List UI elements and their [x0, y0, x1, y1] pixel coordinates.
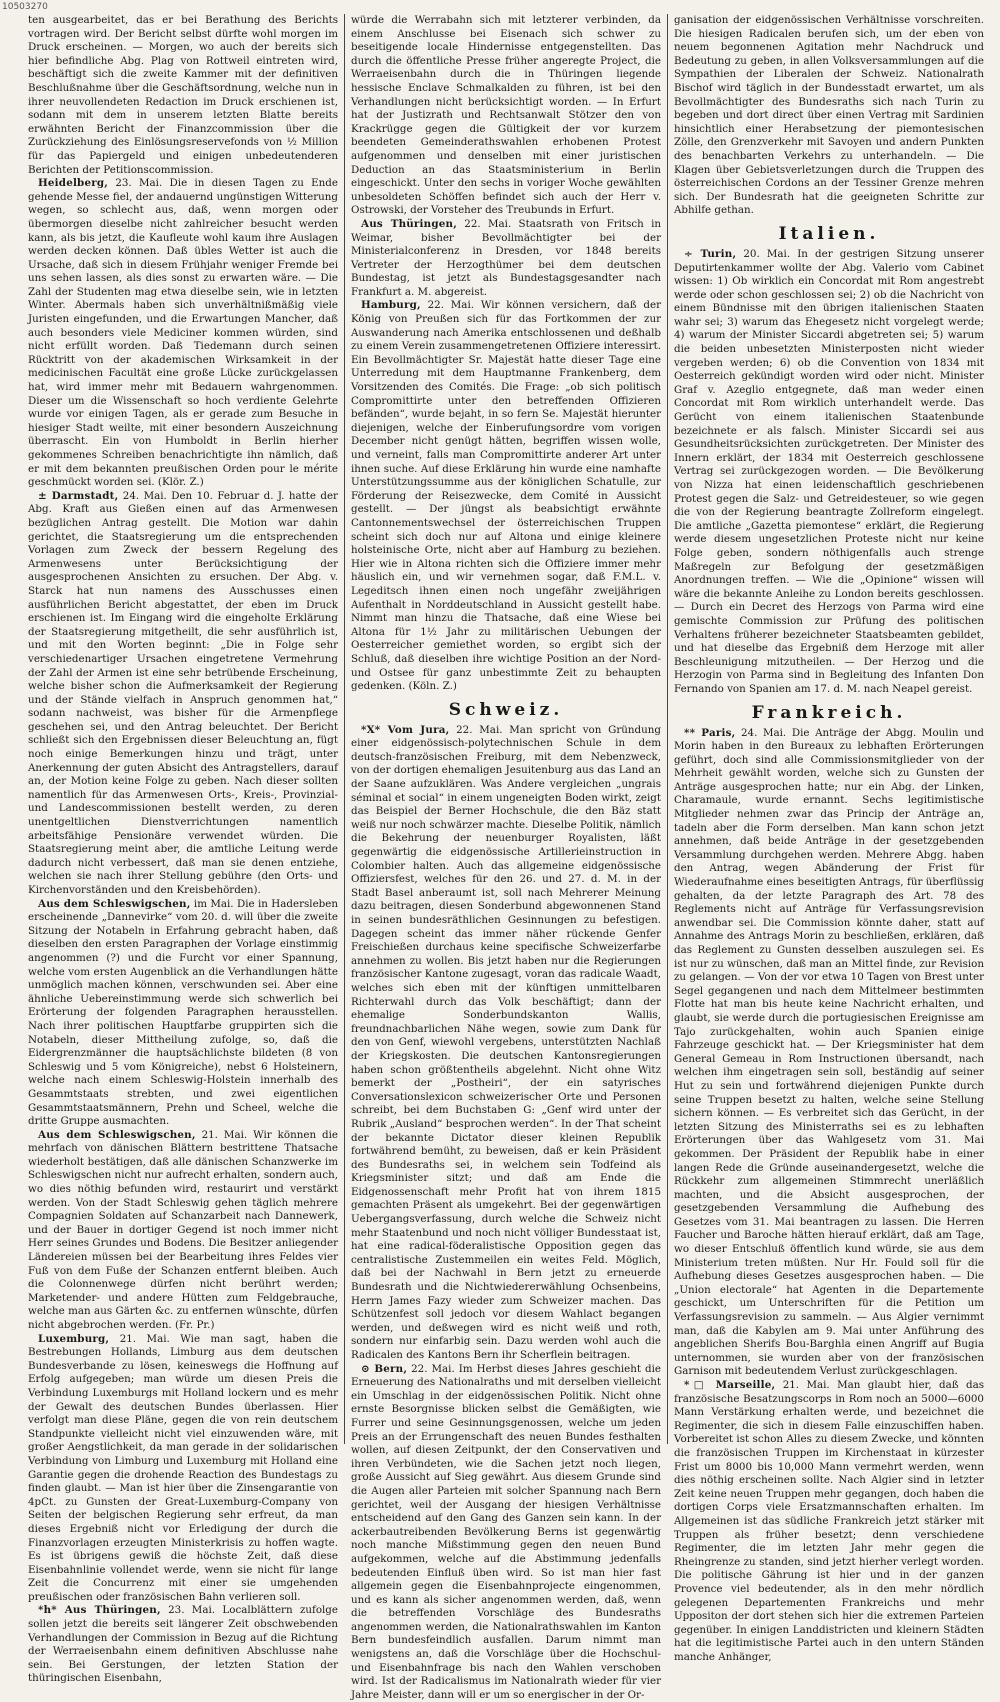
- article-paragraph: [351, 299, 661, 693]
- article-paragraph: [28, 1333, 338, 1605]
- section-heading: Italien.: [778, 223, 880, 244]
- article-paragraph: [28, 1604, 338, 1686]
- article-text: 24. Mai. Den 10. Februar d. J. hatte der Abg. Kraft aus Gießen einen auf das Armenwesen bezüglichen Antrag gestellt. Die Motion war dahin gerichtet, die Staatsregierung um die entsprechenden Vorlagen zum Zweck der bessern Regelung des Armenwesens unter Berücksichtigung der ausgesprochenen Ansichten zu ersuchen. Der Abg. v. Starck hat nun namens des Ausschusses einen ausführlichen Bericht abgestattet, der eben im Druck erschienen ist. Im Eingang wird die eingeholte Erklärung der Staatsregierung mitgetheilt, die sehr ausführlich ist, und mit den Worten beginnt: „Die in Folge sehr verschiedenartiger Ursachen eingetretene Vermehrung der Zahl der Armen ist eine sehr betrübende Erscheinung, welche bisher schon die Aufmerksamkeit der Regierung und der Stände vielfach in Anspruch genommen hat,“ sodann nachweist, was bisher für die Armenpflege geschehen sei, und den Antrag beleuchtet. Der Bericht schließt sich den Ergebnissen dieser Beleuchtung an, fügt noch einige Bemerkungen hinzu und trägt, unter Anerkennung der guten Absicht des Antragstellers, darauf an, der Motion keine Folge zu geben. Nach dieser sollten namentlich für das Armenwesen Orts-, Kreis-, Provinzial- und Landescommissionen bestellt werden, zu deren unentgeltlichen Dienstverrichtungen namentlich arbeitsfähige Pensionäre verwendet würden. Die Staatsregierung meint aber, die amtliche Leitung werde dadurch nicht verbessert, daß man sie denen entziehe, welchen sie nach ihrer Stellung gebühre (den Orts- und Kirchenvorständen und den Kreisbehörden).: [28, 489, 338, 896]
- article-paragraph: [351, 724, 661, 1363]
- column-1: [22, 14, 344, 1685]
- article-paragraph: [351, 218, 661, 300]
- article-paragraph: [674, 727, 984, 1380]
- article-text: 23. Mai. Localblättern zufolge sollen jetzt die bereits seit längerer Zeit obschwebenden Verhandlungen der Commission in Bezug auf die Richtung der Werraeisenbahn einem definitiven Abschlusse nahe sein. Bei Gerstungen, der letzten Station der thüringischen Eisenbahn,: [28, 1604, 338, 1685]
- dateline: Luxemburg,: [38, 1332, 110, 1345]
- dateline: *h* Aus Thüringen,: [38, 1604, 161, 1617]
- article-text: ganisation der eidgenössischen Verhältnisse vorschreiten. Die hiesigen Radicalen berufen sich, um der eben von neuem begonnenen Agitation mehr Nachdruck und Bedeutung zu geben, in allen Volksversammlungen auf die Sympathien der Liberalen der Schweiz. Nationalrath Bischof wird täglich in der Bundesstadt erwartet, um als Bevollmächtigter des Bundesraths sich nach Turin zu begeben und dort direct über einen Vertrag mit Sardinien hinsichtlich einer Herabsetzung der piemontesischen Zölle, den Grenzverkehr mit Savoyen und andern Punkten des benachbarten Verkehrs zu unterhandeln. — Die Klagen über Gebietsverletzungen durch die Truppen des österreichischen Cordons an der Tessiner Grenze mehren sich. Der Bundesrath hat die geeigneten Schritte zur Abhilfe gethan.: [674, 14, 984, 217]
- article-paragraph: [28, 898, 338, 1129]
- dateline: *□ Marseille,: [684, 1379, 776, 1391]
- dateline: Hamburg,: [361, 299, 421, 312]
- article-paragraph: [351, 14, 661, 218]
- article-paragraph: [674, 14, 984, 218]
- article-text: 21. Mai. Wir können die mehrfach von dänischen Blättern bestrittene Thatsache wiederholt bestätigen, daß alle dänischen Schanzwerke im Schleswigschen nicht nur aufrecht erhalten, sondern auch, wo dies nöthig befunden wird, restaurirt und verstärkt werden. Von der Stadt Schleswig gehen täglich mehrere Compagnien Soldaten auf Schanzarbeit nach Dannewerk, und der Bauer in dortiger Gegend ist noch immer nicht Herr seines Grundes und Bodens. Die Besitzer anliegender Ländereien müssen bei der Bearbeitung ihres Feldes vier Fuß von dem Fuße der Schanzen entfernt bleiben. Auch die Colonnenwege dürfen nicht berührt werden; Marketender- und andere Hütten zum Feldgebrauche, welche man aus Gärten &c. zu entfernen wünschte, dürfen nicht abgebrochen werden. (Fr. Pr.): [28, 1128, 339, 1331]
- article-paragraph: [28, 1129, 338, 1333]
- section-heading: Frankreich.: [751, 702, 907, 723]
- article-text: 22. Mai. Man spricht von Gründung einer eidgenössisch-polytechnischen Schule in dem deutsch-französischen Freiburg, mit dem Nebenzweck, von der dortigen ehemaligen Jesuitenburg aus das Land an der Saane aufzuklären. Was Andere vergleichen „ungrais séminal et social“ in einem ungeneigten Boden wirkt, zeigt das Beispiel der Berner Hochschule, die den Bäz statt weiß nur noch schwärzer machte. Dieselbe Politik, nämlich die Bekehrung der neuenburger Royalisten, läßt gegenwärtig die eidgenössische Artillerieinstruction in Colombier halten. Auch das allgemeine eidgenössische Offiziersfest, welches für den 26. und 27. d. M. in der Stadt Basel anberaumt ist, soll nach Mehrerer Meinung dazu beitragen, diesen Sonderbund abgewonnenen Stand in seinen bundesräthlichen Gesinnungen zu befestigen. Dagegen scheint das immer näher rückende Genfer Freischießen durchaus keine specifische Schweizerfarbe annehmen zu wollen. Bis jetzt haben nur die Regierungen französischer Kantone zugesagt, voran das radicale Waadt, welches sich eben mit der künftigen unmittelbaren Richterwahl durch das Volk beschäftigt; dann der ehemalige Sonderbundskanton Wallis, freundnachbarlichen Nähe wegen, sowie zum Dank für den von Genf, wiewohl vergebens, unterstützten Nachlaß der Kriegskosten. Die deutschen Kantonsregierungen haben schon größtentheils abgelehnt. Nicht ohne Witz bemerkt der „Postheiri“, der ein satyrisches Conversationslexicon schweizerischer Orte und Personen schreibt, bei dem Buchstaben G: „Genf wird unter der Rubrik „Ausland“ besprochen werden“. In der That scheint der bekannte Dictator dieser kleinen Republik fortwährend bemüht, zu beweisen, daß er kein Präsident des Bundesraths sei, in welchem sein Todfeind als Kriegsminister sitzt; und daß am Ende die Eidgenossenschaft mehr Profit hat von ihrem 1815 gemachten Präsent als umgekehrt. Bei der gegenwärtigen Uebergangsverfassung, durch welche die Schweiz nicht mehr Staatenbund und noch nicht völliger Bundesstaat ist, hat eine radical-föderalistische Opposition gegen das centralistische Zustemmeilen ein weites Feld. Möglich, daß bei der Nachwahl in Bern jetzt zu erneuerde Bundesrath und die Nichtwiedererwählung Ochsenbeins, Herrn James Fazy wieder zum Schweizer machen. Das Schützenfest soll jedoch vor diesem Wahlact begangen werden, und deßwegen wird es nicht weiß und roth, sondern nur einfarbig sein. Dazu werden wohl auch die Radicalen des Kantons Bern ihr Scherflein beitragen.: [351, 723, 661, 1361]
- article-paragraph: [28, 177, 338, 490]
- article-text: würde die Werrabahn sich mit letzterer verbinden, da einem Anschlusse bei Eisenach sich schwer zu beseitigende locale Hindernisse entgegenstellten. Das durch die öffentliche Presse früher angeregte Project, die Werraeisenbahn durch die in Thüringen liegende hessische Enclave Schmalkalden zu führen, ist bei den Verhandlungen nicht berücksichtigt worden. — In Erfurt hat der Justizrath und Rechtsanwalt Stötzer den von Krackrügge gegen die Gültigkeit der vor kurzem beendeten Gemeinderathswahlen erhobenen Protest aufgenommen und denselben mit einer juristischen Deduction an das Staatsministerium in Berlin eingeschickt. Unter den sechs in voriger Woche gewählten unbesoldeten Schöffen befindet sich auch der Herr v. Ostrowski, der Vorsteher des Treubunds in Erfurt.: [351, 14, 661, 217]
- article-text: 24. Mai. Die Anträge der Abgg. Moulin und Morin haben in den Bureaux zu lebhaften Erörterungen geführt, doch sind alle Commissionsmitglieder von der Mehrheit gewählt worden, welche sich zu Gunsten der Anträge ausgesprochen hatte; nur ein Abg. der Linken, Charamaule, wurde ernannt. Sechs legitimistische Mitglieder nehmen zwar das Princip der Anträge an, tadeln aber die Form derselben. Man kann schon jetzt annehmen, daß beide Anträge in der gesetzgebenden Versammlung durchgehen werden. Mehrere Abgg. haben den Antrag, wegen Abänderung der Frist für Wiederaufnahme eines beseitigten Antrags, für überflüssig gehalten, da der letzte Paragraph des Art. 78 des Reglements nicht auf Anträge für Verfassungsrevision anwendbar sei. Die Commission könnte daher, statt auf Annahme des Antrags Morin zu beschließen, erklären, daß das Reglement zu Gunsten desselben auszulegen sei. Es ist nur zu wünschen, daß man an Mittel finde, zur Revision zu gelangen. — Von der vor etwa 10 Tagen von Brest unter Segel gegangenen und nach dem Mittelmeer bestimmten Flotte hat man bis heute keine Nachricht erhalten, und glaubt, sie werde durch die portugiesischen Ereignisse am Tajo zurückgehalten, wohin auch Spanien einige Fahrzeuge geschickt hat. — Der Kriegsminister hat dem General Gemeau in Rom Instructionen übersandt, nach welchen ihm eingetragen sein soll, beständig auf seiner Hut zu sein und fortwährend diejenigen Punkte durch seine Truppen besetzt zu halten, welche seine Stellung sichern können. — Es verbreitet sich das Gerücht, in der letzten Sitzung des Ministerraths sei es zu lebhaften Erörterungen über das Wahlgesetz vom 31. Mai gekommen. Der Präsident der Republik habe in einer langen Rede die Gründe auseinandergesetzt, welche die Rückkehr zum allgemeinen Stimmrecht unerläßlich machten, und die Absicht ausgesprochen, der gesetzgebenden Versammlung die Aufhebung des Gesetzes vom 31. Mai beantragen zu lassen. Die Herren Faucher und Baroche hätten hierauf erklärt, daß am Tage, wo dieser Entschluß öffentlich kund würde, sie aus dem Ministerium treten müßten. Nur Hr. Fould soll für die Aufhebung dieses Gesetzes ausgesprochen haben. — Die „Union electorale“ hat Agenten in die Departemente geschickt, um Unterschriften für die Petition um Verfassungsrevision zu sammeln. — Aus Algier vernimmt man, daß die Kabylen am 9. Mai unter Anführung des angeblichen Sherifs Bou-Barghla einen Angriff auf Bugia unternommen, sie wurden aber von der französischen Garnison mit bedeutendem Verlust zurückgeschlagen.: [674, 726, 984, 1378]
- article-paragraph: [28, 14, 338, 177]
- dateline: ± Darmstadt,: [38, 489, 119, 502]
- article-paragraph: [351, 1363, 661, 1702]
- article-text: 22. Mai. Staatsrath von Fritsch in Weimar, bisher Bevollmächtigter bei der Ministerialconferenz in Dresden, vor 1848 bereits Vertreter der Herzogthümer bei dem deutschen Bundestag, ist jetzt als Bundestagsgesandter nach Frankfurt a. M. abgereist.: [351, 217, 661, 298]
- dateline: ÷ Turin,: [684, 247, 737, 260]
- article-text: 22. Mai. Im Herbst dieses Jahres geschieht die Erneuerung des Nationalraths und mit derselben vielleicht ein Umschlag in der eidgenössischen Politik. Nicht ohne ernste Besorgnisse blicken selbst die Gemäßigten, wie Furrer und seine Gesinnungsgenossen, welche um jeden Preis an der Errungenschaft des neuen Bundes festhalten wollen, auf diesen Zeitpunkt, der den Conservativen und ihren Verbündeten, wie die Sachen jetzt noch liegen, große Aussicht auf Sieg gewährt. Aus diesem Grunde sind die Augen aller Parteien mit solcher Spannung nach Bern gerichtet, weil der Ausgang der hiesigen Verhältnisse entscheidend auf den Gang des Ganzen sein kann. In der ackerbautreibenden Bevölkerung Berns ist gegenwärtig noch manche Mißstimmung gegen den neuen Bund aufgekommen, welche auf die Abstimmung jedenfalls bedeutenden Einfluß üben wird. So ist man hier fast allgemein gegen die Eisenbahnprojecte eingenommen, und es kann als sicher angenommen werden, daß, wenn die betreffenden Vorschläge des Bundesraths angenommen werden, die Nationalrathswahlen im Kanton Bern bundesfeindlich ausfallen. Darum nimmt man wenigstens an, daß die Vorschläge über die Hochschul- und Eisenbahnfrage bis nach den Wahlen verschoben wird. Ist der Radicalismus im Nationalrath wieder für vier Jahre Meister, dann will er um so energischer in der Or-: [351, 1362, 661, 1701]
- dateline: Aus dem Schleswigschen,: [38, 1128, 196, 1141]
- dateline: *X* Vom Jura,: [361, 723, 450, 736]
- article-text: 20. Mai. In der gestrigen Sitzung unserer Deputirtenkammer wollte der Abg. Valerio vom Cabinet wissen: 1) Ob wirklich ein Concordat mit Rom angestrebt werde oder schon geschlossen sei; 2) ob die Nachricht von einem Bündnisse mit den übrigen italienischen Staaten wahr sei; 3) warum das Ehegesetz nicht vorgelegt werde; 4) warum der Minister Siccardi abgetreten sei; 5) warum die beiden unbesetzten Ministerposten nicht wieder vergeben werden; 6) ob die Convention von 1834 mit Oesterreich gekündigt worden wird oder nicht. Minister Graf v. Azeglio entgegnete, daß man weder einen Concordat mit Rom wirklich unterhandelt werde. Das Gerücht von einem italienischen Staatenbunde bezeichnete er als falsch. Minister Siccardi sei aus Gesundheitsrücksichten zurückgetreten. Der Minister des Innern erklärt, der 1834 mit Oesterreich geschlossene Vertrag sei zurückgezogen worden. — Die Bevölkerung von Nizza hat einen leidenschaftlich geschriebenen Protest gegen die Salz- und Getreidesteuer, so wie gegen die von der Regierung beantragte Zollreform eingelegt. Die amtliche „Gazetta piemontese“ erklärt, die Regierung werde diesem ungesetzlichen Proteste nicht nur keine Folge geben, sondern nöthigenfalls auch strenge Maßregeln zur Befolgung der gesetzmäßigen Anordnungen treffen. — Wie die „Opinione“ wissen will wäre die bekannte Anleihe zu London bereits geschlossen. — Durch ein Decret des Herzogs von Parma wird eine gemischte Commission zur Prüfung des politischen Verhaltens früherer bezeichneter Staatsbeamten gebildet, und hat dieselbe das Ergebniß dem Herzoge mit aller Beschleunigung mitzutheilen. — Der Herzog und die Herzogin von Parma sind in Begleitung des Infanten Don Fernando von Spanien am 17. d. M. nach Neapel gereist.: [674, 247, 984, 695]
- columns: [22, 14, 990, 1701]
- dateline: Aus dem Schleswigschen,: [38, 897, 191, 910]
- article-paragraph: [674, 248, 984, 697]
- article-paragraph: [674, 1379, 984, 1664]
- article-text: 21. Mai. Wie man sagt, haben die Bestrebungen Hollands, Limburg aus dem deutschen Bundesverbande zu lösen, keineswegs die Hoffnung auf Erfolg aufgegeben; man würde um diesen Preis die Verbindung Luxemburgs mit Holland lockern und es mehr der Gewalt des deutschen Bundes überlassen. Hier verfolgt man diese Pläne, gegen die von rein deutschem Standpunkte vielleicht nicht viel einzuwenden wäre, mit großer Aengstlichkeit, da man gerade in der solidarischen Verbindung von Limburg und Luxemburg mit Holland eine Garantie gegen die drohende Reaction des Bundestags zu finden glaubt. — Man ist hier über die Zinsengarantie von 4pCt. zu Gunsten der Great-Luxemburg-Company von Seiten der belgischen Regierung sehr erfreut, da man dieses Ergebniß nicht vor Erledigung der durch die Finanzvorlagen erzeugten Ministerkrisis zu hoffen wagte. Es ist übrigens gewiß die höchste Zeit, daß diese Eisenbahnlinie vollendet werde, wenn sie nicht für lange Zeit die Concurrenz mit einer sie umgehenden preußischen oder französischen Bahn verlieren soll.: [28, 1332, 338, 1603]
- column-2: [344, 14, 667, 1701]
- dateline: ⊙ Bern,: [361, 1362, 408, 1375]
- dateline: Aus Thüringen,: [361, 217, 457, 230]
- article-text: 21. Mai. Man glaubt hier, daß das französische Besatzungscorps in Rom noch an 5000—6000 Mann Verstärkung erhalten werde, und bezeichnet die Regimenter, die sich in diesem Falle einzuschiffen haben. Vorbereitet ist schon Alles zu diesem Zwecke, und könnten die französischen Truppen im Kirchenstaat in kürzester Frist um 8000 bis 10,000 Mann vermehrt werden, wenn dies nöthig erscheinen sollte. Nach Algier sind in letzter Zeit keine neuen Truppen mehr gegangen, doch haben die dortigen Corps viele Ersatzmannschaften erhalten. Im Allgemeinen ist das südliche Frankreich jetzt stärker mit Truppen als früher besetzt; denn verschiedene Regimenter, die im letzten Jahr mehr gegen die Rheingrenze zu standen, sind jetzt hierher verlegt worden. Die politische Gährung ist hier und in der ganzen Provence viel bedeutender, als in den mehr nördlich gelegenen Departementen Frankreichs und mehr Uppositon der dort stehen sich hier die extremen Parteien gegenüber. In einigen Landdistricten und kleinern Städten hat die legitimistische Partei auch in den untern Ständen manche Anhänger,: [674, 1379, 984, 1663]
- column-3: [667, 14, 990, 1663]
- article-text: 23. Mai. Die in diesen Tagen zu Ende gehende Messe fiel, der andauernd ungünstigen Witterung wegen, so schlecht aus, daß, wenn morgen oder übermorgen dieselbe nicht zahlreicher besucht werden kann, als bis jetzt, die Kaufleute wohl kaum ihre Auslagen werden decken können. Daß übles Wetter ist auch die Ursache, daß sich in diesem Frühjahr weniger Fremde bei uns sehen lassen, als dies sonst zu erwarten wäre. — Die Zahl der Studenten mag etwa dieselbe sein, wie in letzten Winter. Abermals haben sich unverhältnißmäßig viele Juristen eingefunden, und die Erwartungen Mancher, daß auch besonders viele Mediciner kommen würden, sind nicht erfüllt worden. Daß Tiedemann durch seinen Rücktritt von der akademischen Wirksamkeit in der medicinischen Facultät eine große Lücke zurückgelassen hat, wird immer mehr mit Bedauern wahrgenommen. Dieser um die Wissenschaft so hoch verdiente Gelehrte wurde vor einigen Tagen, als er gerade zum Besuche in hiesiger Stadt weilte, mit einer besondern Auszeichnung überrascht. Ein von Humboldt in Berlin hierher gekommenes Schreiben benachrichtigte ihn nämlich, daß er mit dem bekannten preußischen Orden pour le mérite geschmückt worden sei. (Klör. Z.): [28, 177, 338, 489]
- article-paragraph: [28, 490, 338, 898]
- article-text: im Mai. Die in Hadersleben erscheinende „Dannevirke“ vom 20. d. will über die zweite Sitzung der Notabeln in Erfahrung gebracht haben, daß dieselben den ersten Paragraphen der Vorlage einstimmig angenommen (?) und die Furcht vor einer Spannung, welche vom ersten Augenblick an die Verhandlungen hätte unmöglich machen können, verschwunden sei. Aber eine ähnliche Uebereinstimmung werde sich schwerlich bei Erörterung der folgenden Paragraphen herausstellen. Nach ihrer politischen Hauptfarbe gruppirten sich die Notabeln, dieser Mittheilung zufolge, so, daß die Eidergrenzmänner die hauptsächlichste bildeten (8 von Schleswig und 5 vom Königreiche), nebst 6 Holsteinern, welche nach einem Schleswig-Holstein innerhalb des Gesammtstaats strebten, und zwei eigentlichen Gesammtstaatsmännern, Prehn und Scheel, welche die dritte Gruppe ausmachten.: [28, 897, 339, 1128]
- dateline: ** Paris,: [684, 726, 736, 739]
- section-heading: Schweiz.: [448, 699, 564, 720]
- article-text: ten ausgearbeitet, das er bei Berathung des Berichts vortragen wird. Der Bericht selbst dürfte wohl morgen im Druck erscheinen. — Morgen, wo auch der bereits sich hier befindliche Abg. Plag von Rottweil eintreten wird, beschäftigt sich die zweite Kammer mit der definitiven Beschlußnahme über die Geschäftsordnung, welche nun in ihrer neuvollendeten Redaction im Druck erschienen ist, sodann mit dem in unserem letzten Blatte bereits erwähnten Bericht der Finanzcommission über die Zurückziehung des Einlösungsreservefonds von ½ Million für das Papiergeld und einigen unbedeutenderen Berichten der Petitionscommission.: [28, 14, 338, 176]
- page-id: 10503270: [2, 2, 48, 12]
- dateline: Heidelberg,: [38, 177, 109, 190]
- article-text: 22. Mai. Wir können versichern, daß der König von Preußen sich für das Fortkommen der zur Auswanderung nach Amerika entschlossenen und deßhalb zu einem Verein zusammengetretenen Offiziere interessirt. Ein Bevollmächtigter Sr. Majestät hatte dieser Tage eine Unterredung mit dem Hauptmanne Frankenberg, dem Vorsitzenden des Comités. Die Frage: „ob sich politisch Compromittirte unter den betreffenden Offizieren befänden“, wurde bejaht, in so fern Se. Majestät hierunter diejenigen, welche der Einberufungsordre vom vorigen December nicht genügt hätten, begriffen wissen wolle, und verneint, falls man Compromittirte anderer Art unter ihnen suche. Auf diese Erklärung hin wurde eine namhafte Unterstützungssumme aus der königlichen Schatulle, zur Förderung der Reisezwecke, dem Comité in Aussicht gestellt. — Der jüngst als beabsichtigt erwähnte Cantonnementswechsel der österreichischen Truppen scheint sich doch nur auf Altona und einige kleinere holsteinische Orte, nicht aber auf Hamburg zu beziehen. Hier wie in Altona richten sich die Offiziere immer mehr häuslich ein, und wir vernehmen sogar, daß F.M.L. v. Legeditsch ihnen einen noch ungefähr zweijährigen Aufenthalt in Norddeutschland in Aussicht gestellt habe. Nimmt man hinzu die Thatsache, daß eine Wiese bei Altona für 1½ Jahr zu militärischen Uebungen der Oesterreicher gemiethet worden, so ergibt sich der Schluß, daß dieselben ihre wichtige Position an der Nord- und Ostsee für ganz unbestimmte Zeit zu behaupten gedenken. (Köln. Z.): [351, 299, 661, 693]
